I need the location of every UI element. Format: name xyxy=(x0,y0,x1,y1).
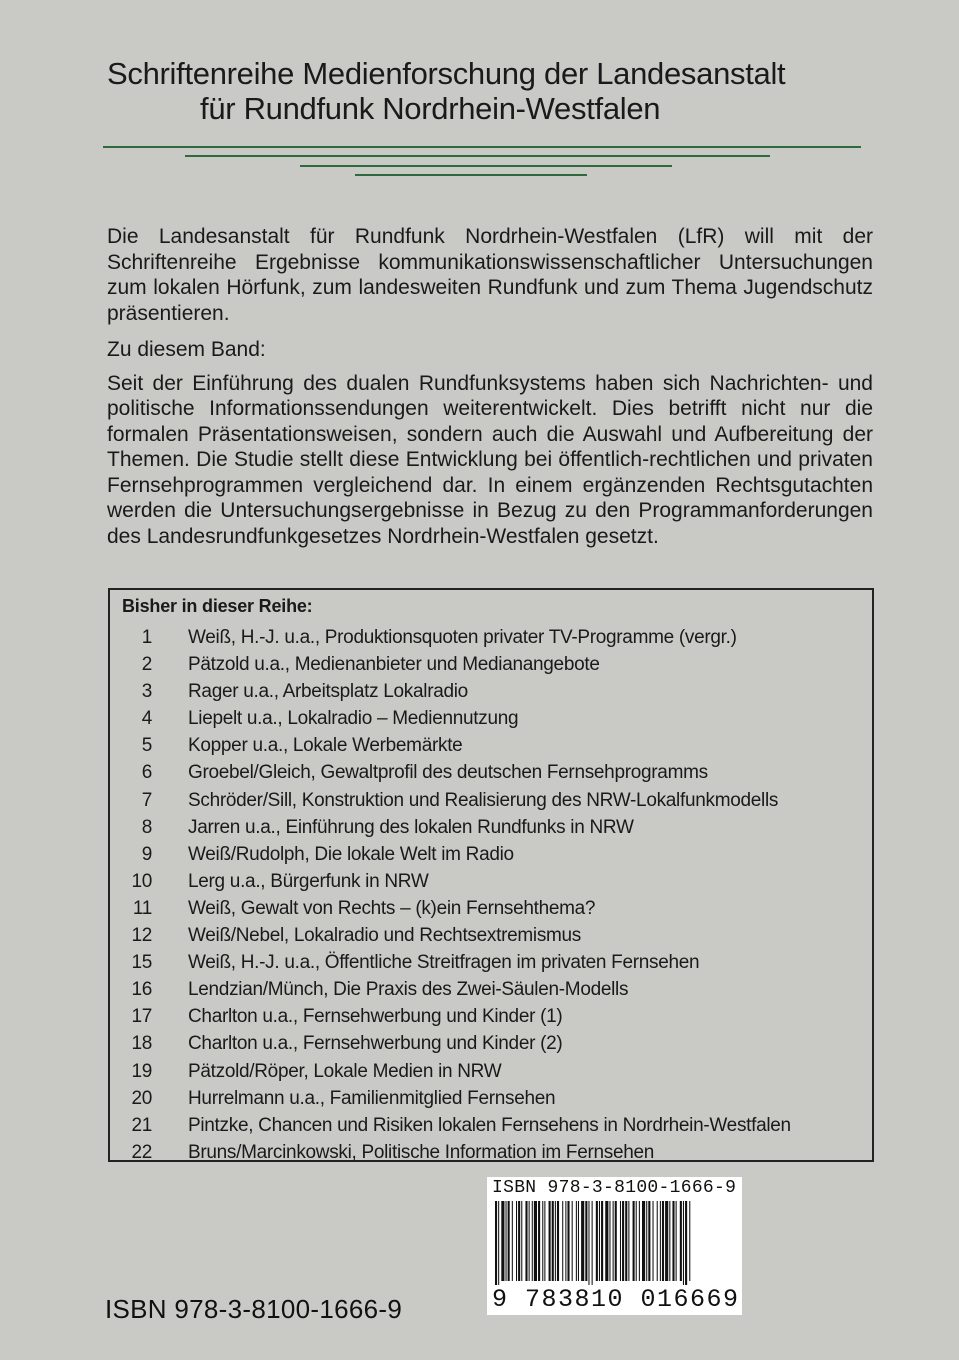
barcode-bar xyxy=(676,1201,677,1281)
series-item-number: 22 xyxy=(131,1141,152,1163)
barcode-bar xyxy=(605,1201,608,1281)
barcode-bar xyxy=(599,1201,600,1281)
series-item-title: Pintzke, Chancen und Risiken lokalen Fernsehens in Nordrhein-Westfalen xyxy=(188,1114,791,1136)
series-list-item xyxy=(110,1085,870,1112)
series-title xyxy=(107,56,927,126)
series-item-number: 18 xyxy=(131,1033,152,1055)
band-heading: Zu diesem Band: xyxy=(107,338,266,361)
barcode-bar xyxy=(669,1201,670,1281)
barcode-bar xyxy=(516,1201,517,1281)
series-item-number: 20 xyxy=(131,1087,152,1109)
barcode-bar xyxy=(636,1201,637,1281)
barcode-image xyxy=(493,1201,736,1289)
intro-paragraph: Die Landesanstalt für Rundfunk Nordrhein-Westfalen (LfR) will mit der Schriftenreihe Ergebnisse kommunikationswissenschaftlicher Untersuchungen zum lokalen Hörfunk, zum landesweiten Rundfunk und zum Thema Jugendschutz präsentieren. xyxy=(107,225,873,325)
barcode-bar xyxy=(588,1201,589,1289)
barcode-bar xyxy=(532,1201,533,1281)
series-item-number: 21 xyxy=(131,1114,152,1136)
barcode-bar xyxy=(657,1201,658,1281)
series-item-title: Weiß, H.-J. u.a., Öffentliche Streitfragen im privaten Fernsehen xyxy=(188,952,700,974)
series-item-number: 9 xyxy=(141,843,152,865)
barcode-bar xyxy=(581,1201,584,1281)
barcode-bar xyxy=(592,1201,593,1289)
series-item-number: 5 xyxy=(141,735,152,757)
series-item-title: Weiß, Gewalt von Rechts – (k)ein Fernsehthema? xyxy=(188,897,596,919)
series-list-box xyxy=(108,588,874,1162)
series-item-number: 15 xyxy=(131,952,152,974)
barcode-bar xyxy=(628,1201,629,1281)
barcode-bar xyxy=(495,1201,497,1289)
barcode-bar xyxy=(512,1201,513,1281)
series-list-item xyxy=(110,651,870,678)
barcode-bar xyxy=(601,1201,603,1281)
series-item-number: 10 xyxy=(131,870,152,892)
series-list xyxy=(110,624,870,1166)
barcode-bar xyxy=(498,1201,499,1289)
series-item-title: Charlton u.a., Fernsehwerbung und Kinder (2) xyxy=(188,1033,563,1055)
series-item-title: Kopper u.a., Lokale Werbemärkte xyxy=(188,735,463,757)
barcode-bar xyxy=(525,1201,527,1281)
series-item-title: Jarren u.a., Einführung des lokalen Rundfunks in NRW xyxy=(188,816,634,838)
barcode-bar xyxy=(557,1201,559,1281)
barcode-bar xyxy=(662,1201,664,1281)
barcode-bar xyxy=(562,1201,563,1281)
intro-text xyxy=(107,224,873,549)
barcode-bar xyxy=(529,1201,530,1281)
series-item-title: Weiß/Nebel, Lokalradio und Rechtsextremismus xyxy=(188,925,582,947)
barcode-bar xyxy=(567,1201,569,1281)
barcode-bar xyxy=(672,1201,674,1281)
series-item-title: Pätzold/Röper, Lokale Medien in NRW xyxy=(188,1060,502,1082)
series-item-number: 19 xyxy=(131,1060,152,1082)
barcode-bar xyxy=(538,1201,540,1281)
series-list-item xyxy=(110,841,870,868)
barcode-bar xyxy=(646,1201,647,1281)
barcode-bar xyxy=(648,1201,650,1281)
series-item-title: Charlton u.a., Fernsehwerbung und Kinder (1) xyxy=(188,1006,563,1028)
barcode-bar xyxy=(542,1201,543,1281)
barcode-bar xyxy=(576,1201,577,1281)
barcode-bar xyxy=(680,1201,682,1281)
barcode-bar xyxy=(508,1201,510,1281)
barcode-bar xyxy=(572,1201,573,1281)
series-item-number: 1 xyxy=(141,627,152,648)
barcode-bar xyxy=(549,1201,551,1281)
barcode-bar xyxy=(665,1201,668,1281)
series-item-title: Lendzian/Münch, Die Praxis des Zwei-Säulen-Modells xyxy=(188,979,629,1001)
series-item-number: 17 xyxy=(131,1006,152,1028)
barcode-bar xyxy=(534,1201,537,1281)
barcode-bar xyxy=(518,1201,520,1281)
decorative-rule-1 xyxy=(103,146,861,148)
decorative-rule-4 xyxy=(355,174,587,176)
band-description: Seit der Einführung des dualen Rundfunksystems haben sich Nachrichten- und politische Informationssendungen weiterentwickelt. Dies betrifft nicht nur die formalen Präsentationsweisen, sondern auch die Auswahl und Aufbereitung der Themen. Die Studie stellt diese Entwicklung bei öffentlich-rechtlichen und privaten Fernsehprogrammen vergleichend dar. In einem ergänzenden Rechtsgutachten werden die Untersuchungsergebnisse in Bezug zu den Programmanforderungen des Landesrundfunkgesetzes Nordrhein-Westfalen gesetzt. xyxy=(107,371,873,548)
barcode-bar xyxy=(642,1201,645,1281)
barcode-bar xyxy=(555,1201,556,1281)
series-list-item xyxy=(110,814,870,841)
barcode-bar xyxy=(544,1201,545,1281)
barcode-bar xyxy=(625,1201,627,1281)
series-list-item xyxy=(110,949,870,976)
series-item-title: Weiß, H.-J. u.a., Produktionsquoten privater TV-Programme (vergr.) xyxy=(188,627,737,648)
series-item-title: Liepelt u.a., Lokalradio – Mediennutzung xyxy=(188,708,519,730)
series-title-line2: für Rundfunk Nordrhein-Westfalen xyxy=(200,91,661,126)
series-list-item xyxy=(110,1139,870,1166)
series-item-title: Schröder/Sill, Konstruktion und Realisierung des NRW-Lokalfunkmodells xyxy=(188,789,779,811)
barcode-isbn-text: ISBN 978-3-8100-1666-9 xyxy=(492,1178,737,1198)
barcode-bar xyxy=(683,1201,684,1289)
barcode-label xyxy=(487,1177,742,1315)
series-list-item xyxy=(110,922,870,949)
barcode-bar xyxy=(552,1201,554,1281)
barcode-bar xyxy=(622,1201,624,1281)
series-item-number: 4 xyxy=(141,708,152,730)
series-item-number: 3 xyxy=(141,681,152,703)
series-item-title: Lerg u.a., Bürgerfunk in NRW xyxy=(188,870,429,892)
decorative-rule-2 xyxy=(185,155,770,157)
barcode-bar xyxy=(501,1201,504,1281)
series-list-item xyxy=(110,976,870,1003)
series-list-item xyxy=(110,1030,870,1057)
barcode-bar xyxy=(565,1201,566,1281)
barcode-bar xyxy=(585,1201,587,1281)
series-list-heading: Bisher in dieser Reihe: xyxy=(122,596,313,616)
barcode-bar xyxy=(596,1201,598,1281)
series-title-line1: Schriftenreihe Medienforschung der Landesanstalt xyxy=(107,56,786,91)
series-item-title: Rager u.a., Arbeitsplatz Lokalradio xyxy=(188,681,468,703)
series-item-number: 2 xyxy=(141,654,152,676)
barcode-bar xyxy=(613,1201,614,1281)
barcode-bar xyxy=(506,1201,507,1281)
series-item-number: 8 xyxy=(141,816,152,838)
series-list-item xyxy=(110,868,870,895)
barcode-bar xyxy=(633,1201,635,1281)
series-list-item xyxy=(110,624,870,651)
barcode-bar xyxy=(685,1201,687,1289)
series-list-item xyxy=(110,1003,870,1030)
barcode-bar xyxy=(578,1201,579,1281)
barcode-digits: 9 783810 016669 xyxy=(492,1285,740,1314)
series-item-title: Groebel/Gleich, Gewaltprofil des deutschen Fernsehprogramms xyxy=(188,762,708,784)
barcode-bar xyxy=(521,1201,522,1281)
series-list-item xyxy=(110,895,870,922)
series-list-item xyxy=(110,787,870,814)
barcode-bar xyxy=(660,1201,661,1281)
series-list-item xyxy=(110,1112,870,1139)
series-item-title: Bruns/Marcinkowski, Politische Information im Fernsehen xyxy=(188,1141,655,1163)
series-list-item xyxy=(110,705,870,732)
barcode-bar xyxy=(620,1201,621,1281)
series-list-item xyxy=(110,732,870,759)
series-item-number: 12 xyxy=(131,925,152,947)
series-item-number: 11 xyxy=(132,897,152,919)
series-item-title: Hurrelmann u.a., Familienmitglied Fernsehen xyxy=(188,1087,556,1109)
series-item-number: 7 xyxy=(141,789,152,811)
barcode-bar xyxy=(615,1201,617,1281)
barcode-bar xyxy=(609,1201,610,1281)
barcode-bar xyxy=(639,1201,640,1281)
series-list-item xyxy=(110,1058,870,1085)
series-list-item xyxy=(110,678,870,705)
barcode-bar xyxy=(689,1201,690,1281)
barcode-bar xyxy=(653,1201,654,1281)
series-item-title: Weiß/Rudolph, Die lokale Welt im Radio xyxy=(188,843,514,865)
isbn-footer: ISBN 978-3-8100-1666-9 xyxy=(105,1294,403,1324)
series-item-number: 6 xyxy=(141,762,152,784)
series-item-title: Pätzold u.a., Medienanbieter und Medianangebote xyxy=(188,654,600,676)
series-list-item xyxy=(110,759,870,786)
decorative-rule-3 xyxy=(300,165,672,167)
series-item-number: 16 xyxy=(131,979,152,1001)
